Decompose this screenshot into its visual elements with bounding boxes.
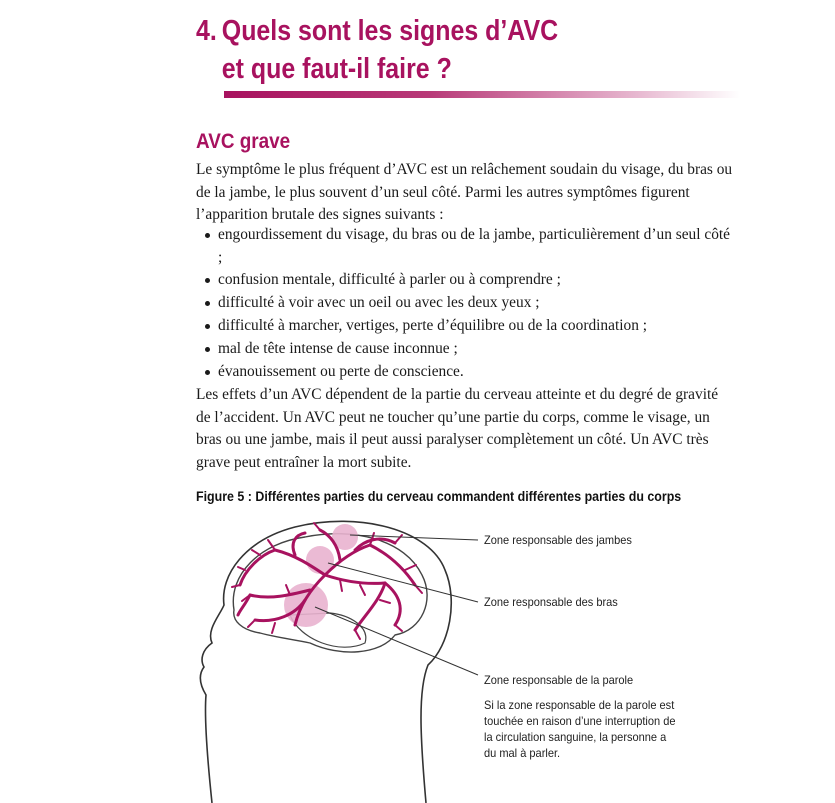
section-title-line1: Quels sont les signes d’AVC (221, 15, 559, 47)
list-item: difficulté à marcher, vertiges, perte d’équilibre ou de la coordination ; (196, 315, 736, 338)
bullet-icon (205, 233, 210, 238)
section-number: 4. (196, 15, 217, 47)
bullet-icon (205, 278, 210, 283)
figure-caption: Figure 5 : Différentes parties du cerveau commandent différentes parties du corps (196, 489, 682, 504)
arms-zone-label: Zone responsable des bras (484, 595, 618, 609)
section-heading (196, 12, 558, 88)
symptom-list (196, 224, 736, 384)
list-item: confusion mentale, difficulté à parler ou à comprendre ; (196, 269, 736, 292)
subsection-title: AVC grave (196, 130, 291, 153)
section-title-line2: et que faut-il faire ? (221, 53, 452, 85)
speech-zone-label: Zone responsable de la parole (484, 673, 634, 687)
bullet-icon (205, 347, 210, 352)
effects-paragraph: Les effets d’un AVC dépendent de la partie du cerveau atteinte et du degré de gravité de l’accident. Un AVC peut ne toucher qu’une partie du corps, comme le visage, un bras ou une jambe, mais il peut aussi paralyser complètement un côté. Un AVC très grave peut entraîner la mort subite. (196, 386, 719, 471)
legs-zone-label: Zone responsable des jambes (484, 533, 632, 547)
list-item: engourdissement du visage, du bras ou de la jambe, particulièrement d’un seul côté ; (196, 224, 736, 269)
speech-zone-note: Si la zone responsable de la parole est touchée en raison d’une interruption de la circulation sanguine, la personne a du mal à parler. (484, 698, 676, 760)
bullet-icon (205, 324, 210, 329)
list-item: difficulté à voir avec un oeil ou avec les deux yeux ; (196, 292, 736, 315)
intro-paragraph: Le symptôme le plus fréquent d’AVC est un relâchement soudain du visage, du bras ou de la jambe, le plus souvent d’un seul côté. Parmi les autres symptômes figurent l’apparition brutale des signes suivants : (196, 161, 733, 223)
list-item: évanouissement ou perte de conscience. (196, 361, 736, 384)
bullet-icon (205, 370, 210, 375)
heading-underline-rule (224, 91, 740, 98)
list-item: mal de tête intense de cause inconnue ; (196, 338, 736, 361)
bullet-icon (205, 301, 210, 306)
